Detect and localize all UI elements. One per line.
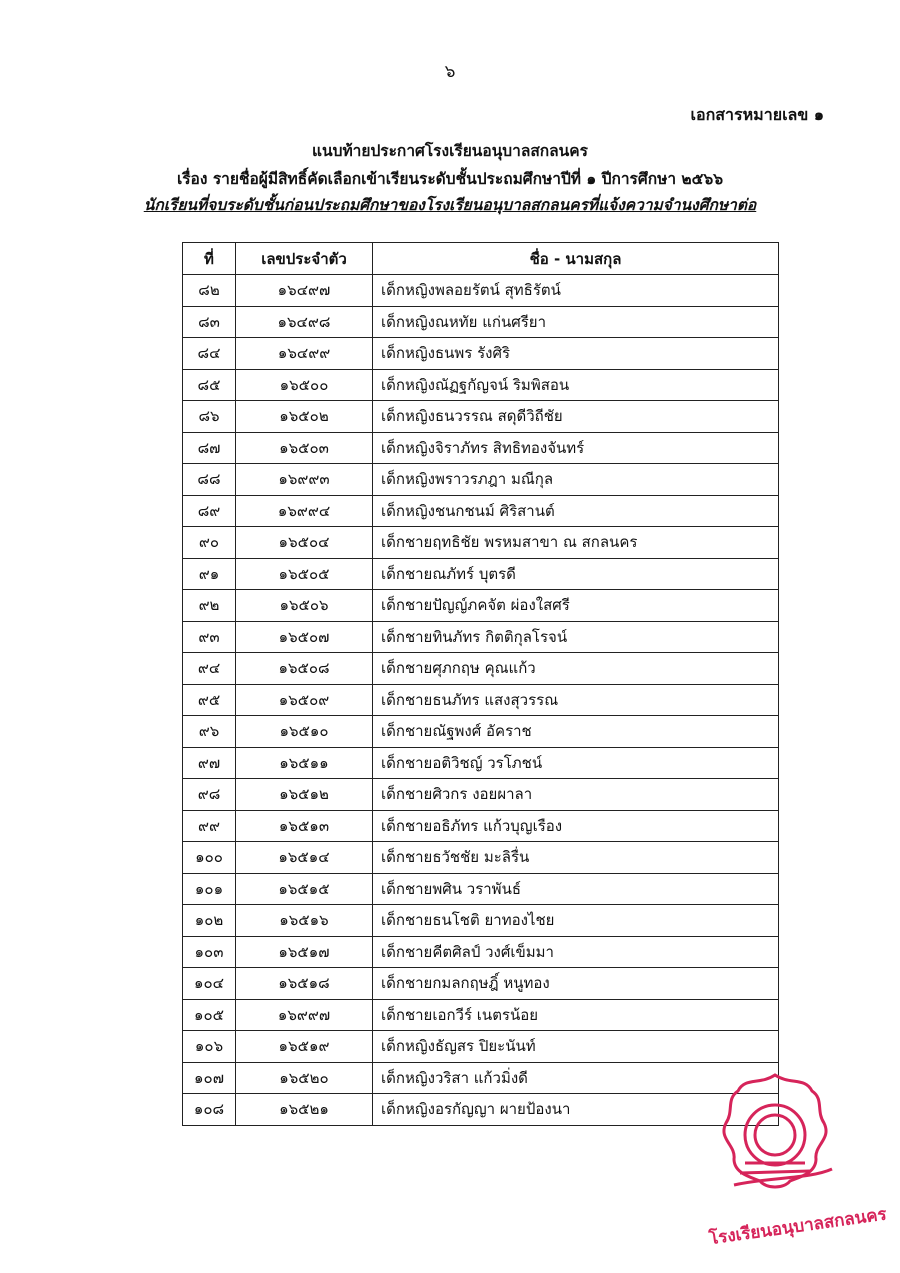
row-number: ๘๘ [183, 464, 236, 496]
table-row [183, 936, 779, 968]
table-row [183, 1094, 779, 1126]
row-full-name: เด็กชายคีตศิลป์ วงศ์เข็มมา [373, 936, 779, 968]
row-number: ๘๖ [183, 401, 236, 433]
row-number: ๑๐๔ [183, 968, 236, 1000]
table-row [183, 590, 779, 622]
row-student-id: ๑๖๙๙๔ [236, 495, 373, 527]
announcement-title: แนบท้ายประกาศโรงเรียนอนุบาลสกลนคร [312, 142, 588, 160]
row-number: ๙๓ [183, 621, 236, 653]
row-number: ๑๐๒ [183, 905, 236, 937]
row-student-id: ๑๖๕๑๔ [236, 842, 373, 874]
row-full-name: เด็กชายอธิภัทร แก้วบุญเรือง [373, 810, 779, 842]
row-student-id: ๑๖๕๐๒ [236, 401, 373, 433]
table-row [183, 464, 779, 496]
row-student-id: ๑๖๕๐๕ [236, 558, 373, 590]
row-student-id: ๑๖๕๑๘ [236, 968, 373, 1000]
document-number: เอกสารหมายเลข ๑ [690, 105, 824, 124]
row-student-id: ๑๖๕๑๓ [236, 810, 373, 842]
table-row [183, 905, 779, 937]
row-full-name: เด็กหญิงณัฏฐกัญจน์ ริมพิสอน [373, 369, 779, 401]
row-student-id: ๑๖๕๑๗ [236, 936, 373, 968]
row-number: ๘๒ [183, 275, 236, 307]
row-student-id: ๑๖๔๙๘ [236, 306, 373, 338]
row-full-name: เด็กชายกมลกฤษฎิ์ หนูทอง [373, 968, 779, 1000]
table-row [183, 747, 779, 779]
row-number: ๙๘ [183, 779, 236, 811]
row-student-id: ๑๖๕๒๑ [236, 1094, 373, 1126]
row-student-id: ๑๖๔๙๗ [236, 275, 373, 307]
announcement-subject: เรื่อง รายชื่อผู้มีสิทธิ์คัดเลือกเข้าเรียนระดับชั้นประถมศึกษาปีที่ ๑ ปีการศึกษา ๒๕๖๖ [176, 170, 724, 188]
row-student-id: ๑๖๕๐๙ [236, 684, 373, 716]
row-student-id: ๑๖๕๑๙ [236, 1031, 373, 1063]
row-student-id: ๑๖๕๑๑ [236, 747, 373, 779]
table-row [183, 810, 779, 842]
row-student-id: ๑๖๕๑๖ [236, 905, 373, 937]
row-number: ๙๙ [183, 810, 236, 842]
table-body [183, 275, 779, 1126]
row-full-name: เด็กชายศิวกร งอยผาลา [373, 779, 779, 811]
row-full-name: เด็กหญิงธนวรรณ สดุดีวิถีชัย [373, 401, 779, 433]
table-row [183, 527, 779, 559]
row-student-id: ๑๖๔๙๙ [236, 338, 373, 370]
row-full-name: เด็กชายพศิน วราพันธ์ [373, 873, 779, 905]
row-student-id: ๑๖๕๑๐ [236, 716, 373, 748]
row-full-name: เด็กชายณภัทร์ บุตรดี [373, 558, 779, 590]
row-student-id: ๑๖๕๐๐ [236, 369, 373, 401]
row-number: ๘๗ [183, 432, 236, 464]
table-row [183, 779, 779, 811]
school-seal-stamp [700, 1065, 888, 1255]
row-full-name: เด็กชายฤทธิชัย พรหมสาขา ณ สกลนคร [373, 527, 779, 559]
header-student-id: เลขประจำตัว [236, 243, 373, 275]
table-row [183, 275, 779, 307]
row-number: ๑๐๗ [183, 1062, 236, 1094]
row-student-id: ๑๖๕๑๒ [236, 779, 373, 811]
row-full-name: เด็กชายธวัชชัย มะลิรื่น [373, 842, 779, 874]
row-full-name: เด็กชายศุภกฤษ คุณแก้ว [373, 653, 779, 685]
table-row [183, 999, 779, 1031]
table-row [183, 968, 779, 1000]
row-number: ๑๐๑ [183, 873, 236, 905]
row-full-name: เด็กชายธนภัทร แสงสุวรรณ [373, 684, 779, 716]
table-row [183, 306, 779, 338]
table-row [183, 401, 779, 433]
table-row [183, 716, 779, 748]
row-full-name: เด็กชายปัญญ์ภคจัต ผ่องใสศรี [373, 590, 779, 622]
table-row [183, 495, 779, 527]
row-number: ๑๐๕ [183, 999, 236, 1031]
row-student-id: ๑๖๙๙๓ [236, 464, 373, 496]
table-row [183, 621, 779, 653]
table-header-row [183, 243, 779, 275]
row-number: ๙๐ [183, 527, 236, 559]
table-row [183, 558, 779, 590]
row-student-id: ๑๖๕๐๔ [236, 527, 373, 559]
row-full-name: เด็กชายทินภัทร กิตติกุลโรจน์ [373, 621, 779, 653]
table-row [183, 1062, 779, 1094]
table-row [183, 842, 779, 874]
row-number: ๑๐๘ [183, 1094, 236, 1126]
row-full-name: เด็กหญิงอรกัญญา ผายป้องนา [373, 1094, 779, 1126]
row-full-name: เด็กหญิงพราวรภฎา มณีกุล [373, 464, 779, 496]
table-row [183, 338, 779, 370]
row-number: ๙๗ [183, 747, 236, 779]
row-number: ๑๐๓ [183, 936, 236, 968]
row-full-name: เด็กหญิงธัญสร ปิยะนันท์ [373, 1031, 779, 1063]
row-student-id: ๑๖๕๑๕ [236, 873, 373, 905]
row-number: ๘๙ [183, 495, 236, 527]
row-full-name: เด็กชายณัฐพงศ์ อัคราช [373, 716, 779, 748]
seal-text: โรงเรียนอนุบาลสกลนคร [707, 1204, 888, 1250]
row-full-name: เด็กหญิงชนกชนม์ ศิริสานต์ [373, 495, 779, 527]
row-full-name: เด็กหญิงพลอยรัตน์ สุทธิรัตน์ [373, 275, 779, 307]
row-number: ๘๔ [183, 338, 236, 370]
row-student-id: ๑๖๕๐๖ [236, 590, 373, 622]
table-row [183, 432, 779, 464]
row-number: ๑๐๐ [183, 842, 236, 874]
row-number: ๙๒ [183, 590, 236, 622]
row-number: ๙๑ [183, 558, 236, 590]
row-full-name: เด็กหญิงจิราภัทร สิทธิทองจันทร์ [373, 432, 779, 464]
table-row [183, 873, 779, 905]
row-number: ๘๓ [183, 306, 236, 338]
student-list-table [182, 242, 779, 1126]
row-student-id: ๑๖๕๐๓ [236, 432, 373, 464]
table-row [183, 1031, 779, 1063]
row-number: ๙๕ [183, 684, 236, 716]
row-number: ๑๐๖ [183, 1031, 236, 1063]
row-full-name: เด็กชายอติวิชญ์ วรโภชน์ [373, 747, 779, 779]
row-full-name: เด็กหญิงวริสา แก้วมิ่งดี [373, 1062, 779, 1094]
row-full-name: เด็กชายธนโชติ ยาทองไชย [373, 905, 779, 937]
row-number: ๙๖ [183, 716, 236, 748]
header-number: ที่ [183, 243, 236, 275]
table-row [183, 684, 779, 716]
table-row [183, 653, 779, 685]
page-number: ๖ [444, 62, 456, 82]
announcement-subtitle: นักเรียนที่จบระดับชั้นก่อนประถมศึกษาของโรงเรียนอนุบาลสกลนครที่แจ้งความจำนงศึกษาต่อ [143, 196, 757, 214]
table-row [183, 369, 779, 401]
row-student-id: ๑๖๕๐๗ [236, 621, 373, 653]
row-full-name: เด็กชายเอกวีร์ เนตรน้อย [373, 999, 779, 1031]
row-student-id: ๑๖๕๐๘ [236, 653, 373, 685]
row-full-name: เด็กหญิงธนพร รังศิริ [373, 338, 779, 370]
row-number: ๘๕ [183, 369, 236, 401]
row-student-id: ๑๖๕๒๐ [236, 1062, 373, 1094]
row-full-name: เด็กหญิงณหทัย แก่นศรียา [373, 306, 779, 338]
header-full-name: ชื่อ - นามสกุล [373, 243, 779, 275]
row-number: ๙๔ [183, 653, 236, 685]
row-student-id: ๑๖๙๙๗ [236, 999, 373, 1031]
